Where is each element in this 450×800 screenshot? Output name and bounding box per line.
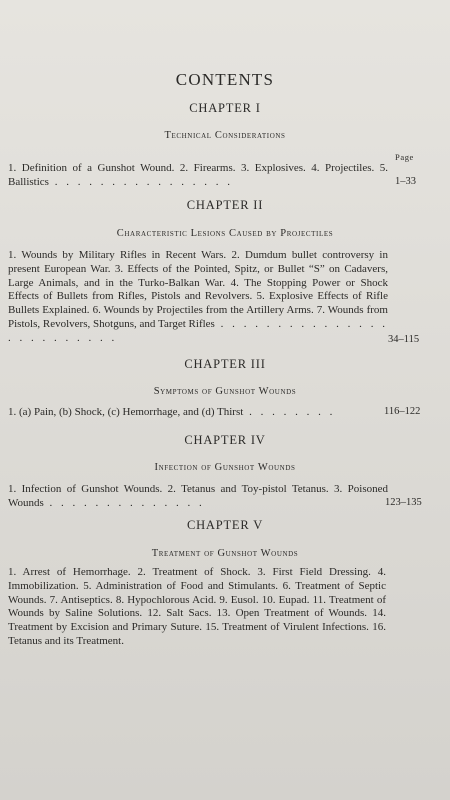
- chapter-3-heading: CHAPTER III: [184, 357, 266, 371]
- chapter-4-heading: CHAPTER IV: [184, 433, 266, 447]
- chapter-4-pages: 123–135: [385, 497, 422, 508]
- dot-leader: . . . . . . . .: [243, 406, 336, 418]
- chapter-5-section-title: Treatment of Gunshot Wounds: [151, 548, 299, 559]
- chapter-3-pages: 116–122: [384, 406, 421, 417]
- chapter-1-entry-text: 1. Definition of a Gunshot Wound. 2. Firearms. 3. Explosives. 4. Projectiles. 5. Ballistics: [8, 162, 388, 188]
- chapter-1-heading: CHAPTER I: [189, 101, 261, 115]
- dot-leader: . . . . . . . . . . . . . . . .: [48, 175, 233, 188]
- chapter-1-pages: 1–33: [395, 176, 416, 187]
- chapter-2-entry: [8, 249, 388, 346]
- chapter-4-entry-text: 1. Infection of Gunshot Wounds. 2. Tetanus and Toy-pistol Tetanus. 3. Poisoned Wounds: [8, 483, 388, 509]
- chapter-3-entry-text: 1. (a) Pain, (b) Shock, (c) Hemorrhage, and (d) Thirst: [8, 406, 244, 418]
- chapter-5-heading: CHAPTER V: [186, 518, 264, 532]
- chapter-2-pages: 34–115: [388, 334, 420, 345]
- chapter-5-entry-text: 1. Arrest of Hemorrhage. 2. Treatment of Shock. 3. First Field Dressing. 4. Immobilization. 5. Administration of Food and Stimulants. 6. Treatment of Septic Wounds. 7. Antiseptics. 8. Hypochlorous Acid. 9. Eusol. 10. Eupad. 11. Treatment of Wounds by Saline Solutions. 12. Salt Sacs. 13. Open Treatment of Wounds. 14. Treatment by Excision and Primary Suture. 15. Treatment of Virulent Infections. 16. Tetanus and its Treatment.: [8, 566, 386, 647]
- chapter-1-section-title: Technical Considerations: [164, 130, 286, 141]
- chapter-1-entry: [8, 162, 388, 190]
- chapter-3-section-title: Symptoms of Gunshot Wounds: [153, 386, 297, 397]
- dot-leader: . . . . . . . . . . . . . .: [43, 496, 205, 509]
- chapter-3-entry: [8, 406, 388, 420]
- chapter-2-entry-text: 1. Wounds by Military Rifles in Recent Wars. 2. Dumdum bullet controversy in present European War. 3. Effects of the Pointed, Spitz, or Bullet “S” on Cadavers, Large Animals, and in the Turko-Balkan War. 4. The Stopping Power or Shock Effects of Bullets from Rifles, Pistols and Revolvers. 5. Explosive Effects of Rifle Bullets Explained. 6. Wounds by Projectiles from the Artillery Arms. 7. Wounds from Pistols, Revolvers, Shotguns, and Target Rifles: [8, 249, 388, 330]
- chapter-4-entry: [8, 483, 388, 511]
- chapter-2-heading: CHAPTER II: [186, 198, 264, 212]
- dot-leader: . . . . . . . . . . . . . . . . . . . . . . . . .: [8, 317, 388, 344]
- page-column-label: Page: [395, 152, 414, 162]
- contents-title: CONTENTS: [175, 70, 275, 89]
- chapter-2-section-title: Characteristic Lesions Caused by Projectiles: [116, 228, 334, 239]
- chapter-4-section-title: Infection of Gunshot Wounds: [154, 462, 296, 473]
- chapter-5-entry: [8, 566, 386, 649]
